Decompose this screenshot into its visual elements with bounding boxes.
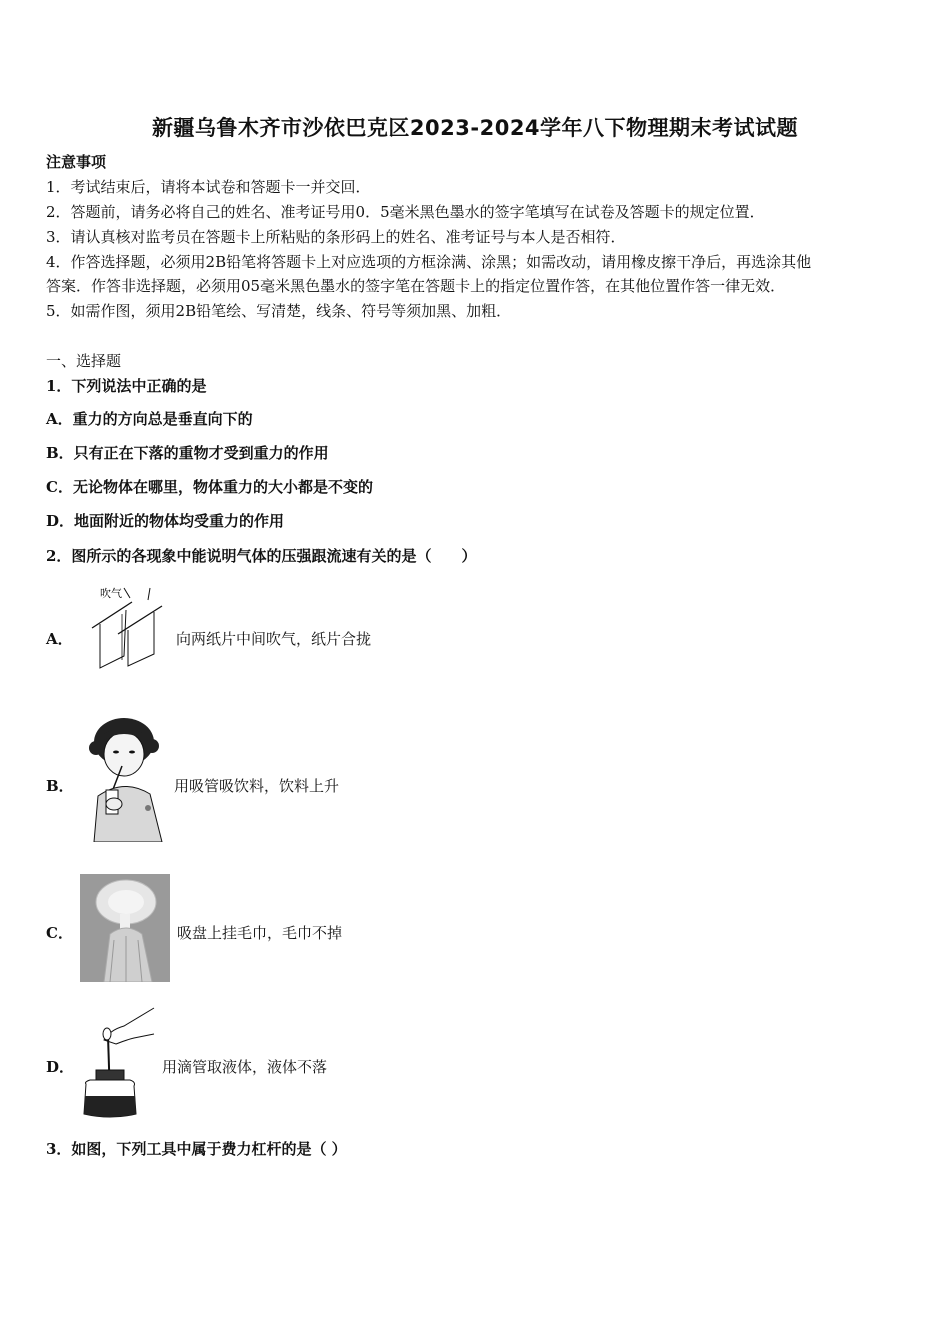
- q2-stem: 2．图所示的各现象中能说明气体的压强跟流速有关的是（ ）: [46, 547, 477, 565]
- suction-cup-figure: [80, 874, 170, 982]
- notice-item: 1．考试结束后，请将本试卷和答题卡一并交回．: [46, 178, 371, 196]
- q1-option-b: B．只有正在下落的重物才受到重力的作用: [46, 444, 329, 462]
- q2-option-d-text: 用滴管取液体，液体不落: [162, 1058, 328, 1076]
- q2-option-a-text: 向两纸片中间吹气，纸片合拢: [176, 630, 372, 648]
- q2-option-b-text: 用吸管吸饮料，饮料上升: [174, 777, 340, 795]
- q2-option-c-text: 吸盘上挂毛巾，毛巾不掉: [177, 924, 343, 942]
- q1-option-c: C．无论物体在哪里，物体重力的大小都是不变的: [46, 478, 373, 496]
- dropper-figure: [80, 1006, 156, 1120]
- girl-drinking-figure: [84, 714, 170, 842]
- q2-option-b-label: B．: [46, 777, 74, 795]
- q1-option-d: D．地面附近的物体均受重力的作用: [46, 512, 285, 530]
- q1-option-a: A．重力的方向总是垂直向下的: [46, 410, 253, 428]
- paper-blowing-figure: [84, 584, 168, 672]
- notice-item: 4．作答选择题，必须用2B铅笔将答题卡上对应选项的方框涂满、涂黑；如需改动，请用橡皮擦干净后，再选涂其他: [46, 253, 812, 271]
- notice-item: 2．答题前，请务必将自己的姓名、准考证号用0．5毫米黑色墨水的签字笔填写在试卷及答题卡的规定位置．: [46, 203, 765, 221]
- q2-option-d-label: D．: [46, 1058, 75, 1076]
- notice-item: 3．请认真核对监考员在答题卡上所粘贴的条形码上的姓名、准考证号与本人是否相符．: [46, 228, 626, 246]
- notice-heading: 注意事项: [46, 153, 107, 171]
- q3-stem: 3．如图，下列工具中属于费力杠杆的是（ ）: [46, 1140, 347, 1158]
- q2-option-a-label: A．: [46, 630, 73, 648]
- section-heading: 一、选择题: [46, 352, 122, 370]
- exam-title: 新疆乌鲁木齐市沙依巴克区2023-2024学年八下物理期末考试试题: [151, 116, 799, 140]
- notice-item: 答案．作答非选择题，必须用05毫米黑色墨水的签字笔在答题卡上的指定位置作答，在其他位置作答一律无效．: [46, 277, 786, 295]
- q1-stem: 1．下列说法中正确的是: [46, 377, 207, 395]
- notice-item: 5．如需作图，须用2B铅笔绘、写清楚，线条、符号等须加黑、加粗．: [46, 302, 512, 320]
- blow-label: 吹气: [100, 587, 122, 600]
- q2-option-c-label: C．: [46, 924, 73, 942]
